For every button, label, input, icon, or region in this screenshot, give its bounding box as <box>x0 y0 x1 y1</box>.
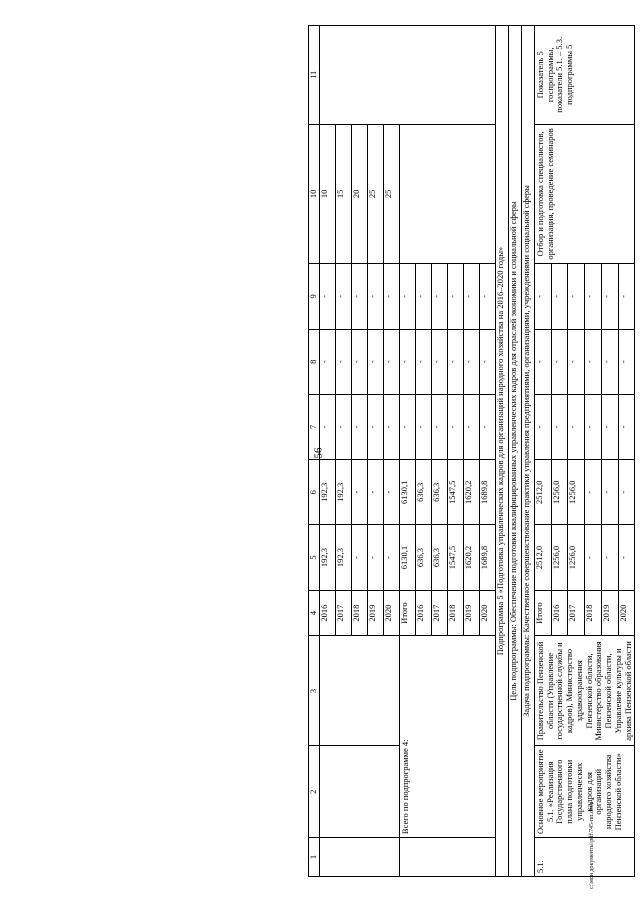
indicator-value-cell: 15 <box>335 124 351 264</box>
indicator-value-cell: 25 <box>383 124 399 264</box>
value-cell: - <box>431 264 447 329</box>
value-cell: - <box>534 394 551 459</box>
program-title-row <box>495 26 508 877</box>
header-cell: 5 <box>309 525 320 590</box>
header-cell: 6 <box>309 460 320 525</box>
value-cell: - <box>447 394 463 459</box>
measure-number: 5.1. <box>534 838 635 877</box>
value-cell: - <box>601 329 618 394</box>
value-cell: 1547,5 <box>447 460 463 525</box>
program-task: Задача подпрограммы: Качественное совершенствование практики управления предприятиями, организациями, учреждениями социальной сферы <box>521 26 534 877</box>
header-cell: 11 <box>309 26 320 125</box>
value-cell: 1256,0 <box>568 460 585 525</box>
header-cell: 3 <box>309 636 320 746</box>
value-cell: - <box>585 460 602 525</box>
value-cell: - <box>447 264 463 329</box>
year-cell: 2018 <box>351 590 367 636</box>
program-title: Подпрограмма 5 «Подготовка управленческих кадров для организаций народного хозяйства на 2016–2020 годы» <box>495 26 508 877</box>
value-cell: - <box>585 264 602 329</box>
value-cell: 636,3 <box>415 525 431 590</box>
header-cell: 4 <box>309 590 320 636</box>
value-cell: - <box>551 329 568 394</box>
measure-executor: Правительство Пензенской области (Управление государственной службы и кадров), Министерство здравоохранения Пензенской области, Министерство образования Пензенской области, Управление культуры и архива Пензенской области <box>534 636 635 746</box>
indicator-value-cell: 25 <box>367 124 383 264</box>
value-cell: 6130,1 <box>399 460 415 525</box>
value-cell: - <box>585 525 602 590</box>
empty-cell <box>319 746 399 838</box>
value-cell: - <box>568 264 585 329</box>
empty-cell <box>399 838 495 877</box>
value-cell: 6130,1 <box>399 525 415 590</box>
value-cell: - <box>463 329 479 394</box>
year-cell: 2016 <box>319 590 335 636</box>
header-cell: 1 <box>309 838 320 877</box>
value-cell: - <box>551 264 568 329</box>
value-cell: 1256,0 <box>551 525 568 590</box>
goal-row <box>508 26 521 877</box>
empty-cell <box>399 124 495 264</box>
value-cell: - <box>568 394 585 459</box>
year-cell: 2017 <box>335 590 351 636</box>
value-cell: 636,3 <box>431 460 447 525</box>
value-cell: - <box>618 460 635 525</box>
value-cell: - <box>479 329 495 394</box>
program-table <box>308 25 635 877</box>
value-cell: 1547,5 <box>447 525 463 590</box>
value-cell: - <box>551 394 568 459</box>
year-cell: 2018 <box>447 590 463 636</box>
value-cell: - <box>351 329 367 394</box>
value-cell: - <box>447 329 463 394</box>
value-cell: - <box>335 264 351 329</box>
value-cell: - <box>415 329 431 394</box>
year-cell: 2020 <box>618 590 635 636</box>
value-cell: 192,3 <box>335 525 351 590</box>
value-cell: 1689,8 <box>479 525 495 590</box>
task-row <box>521 26 534 877</box>
value-cell: - <box>568 329 585 394</box>
year-cell: 2019 <box>367 590 383 636</box>
table-row <box>399 26 415 877</box>
value-cell: - <box>534 264 551 329</box>
value-cell: 2512,0 <box>534 525 551 590</box>
value-cell: - <box>383 460 399 525</box>
header-cell: 7 <box>309 394 320 459</box>
measure-name: Основное мероприятие 5.1. «Реализация Государственного плана подготовки управленческих кадров для организаций народного хозяйства Пензенской области» <box>534 746 635 838</box>
value-cell: - <box>367 264 383 329</box>
value-cell: - <box>415 264 431 329</box>
table-row <box>534 26 551 877</box>
value-cell: - <box>585 329 602 394</box>
value-cell: - <box>351 394 367 459</box>
value-cell: - <box>351 264 367 329</box>
value-cell: - <box>534 329 551 394</box>
year-cell: 2017 <box>568 590 585 636</box>
value-cell: - <box>618 329 635 394</box>
header-cell: 2 <box>309 746 320 838</box>
value-cell: - <box>351 460 367 525</box>
value-cell: 636,3 <box>415 460 431 525</box>
page-number: 56 <box>312 447 325 459</box>
value-cell: - <box>367 394 383 459</box>
value-cell: - <box>383 264 399 329</box>
value-cell: 1620,2 <box>463 525 479 590</box>
value-cell: - <box>399 264 415 329</box>
table-row <box>319 26 335 877</box>
subtotal-label: Всего по подпрограмме 4: <box>399 636 495 838</box>
value-cell: - <box>618 394 635 459</box>
empty-cell <box>319 26 495 125</box>
value-cell: 192,3 <box>319 525 335 590</box>
empty-cell <box>319 636 399 746</box>
value-cell: 2512,0 <box>534 460 551 525</box>
footer-file-path: c:\мои документы\pdf\745-пп.docx <box>589 801 595 889</box>
value-cell: - <box>399 329 415 394</box>
value-cell: - <box>383 525 399 590</box>
measure-indicator-desc: Отбор и подготовка специалистов, организация, проведение семинаров <box>534 124 635 264</box>
value-cell: - <box>335 329 351 394</box>
header-cell: 10 <box>309 124 320 264</box>
value-cell: - <box>431 329 447 394</box>
value-cell: - <box>415 394 431 459</box>
program-goal: Цель подпрограммы: Обеспечение подготовки квалифицированных управленческих кадров для отраслей экономики и социальной сферы <box>508 26 521 877</box>
value-cell: - <box>601 525 618 590</box>
value-cell: 636,3 <box>431 525 447 590</box>
value-cell: - <box>463 264 479 329</box>
value-cell: - <box>399 394 415 459</box>
year-cell: 2020 <box>383 590 399 636</box>
year-cell: Итого <box>534 590 551 636</box>
value-cell: - <box>601 264 618 329</box>
value-cell: - <box>319 394 335 459</box>
value-cell: - <box>431 394 447 459</box>
value-cell: - <box>335 394 351 459</box>
value-cell: - <box>383 329 399 394</box>
year-cell: 2016 <box>551 590 568 636</box>
value-cell: - <box>319 264 335 329</box>
year-cell: Итого <box>399 590 415 636</box>
value-cell: - <box>367 329 383 394</box>
header-cell: 8 <box>309 329 320 394</box>
indicator-value-cell: 20 <box>351 124 367 264</box>
value-cell: - <box>618 525 635 590</box>
value-cell: - <box>319 329 335 394</box>
value-cell: - <box>601 394 618 459</box>
value-cell: - <box>479 394 495 459</box>
value-cell: 1256,0 <box>551 460 568 525</box>
value-cell: 192,3 <box>335 460 351 525</box>
value-cell: 1620,2 <box>463 460 479 525</box>
year-cell: 2019 <box>601 590 618 636</box>
year-cell: 2016 <box>415 590 431 636</box>
empty-cell <box>319 838 399 877</box>
year-cell: 2019 <box>463 590 479 636</box>
year-cell: 2020 <box>479 590 495 636</box>
value-cell: - <box>463 394 479 459</box>
year-cell: 2018 <box>585 590 602 636</box>
value-cell: - <box>618 264 635 329</box>
value-cell: - <box>585 394 602 459</box>
header-cell: 9 <box>309 264 320 329</box>
value-cell: 192,3 <box>319 460 335 525</box>
header-row <box>309 26 320 877</box>
measure-link: Показатель 5 госпрограммы, показатели 5.1. – 5.3. подпрограммы 5 <box>534 26 635 125</box>
value-cell: 1256,0 <box>568 525 585 590</box>
year-cell: 2017 <box>431 590 447 636</box>
value-cell: - <box>351 525 367 590</box>
value-cell: - <box>601 460 618 525</box>
rotated-table-container <box>308 25 640 877</box>
indicator-value-cell: 10 <box>319 124 335 264</box>
value-cell: - <box>383 394 399 459</box>
value-cell: - <box>367 525 383 590</box>
value-cell: 1689,8 <box>479 460 495 525</box>
value-cell: - <box>367 460 383 525</box>
value-cell: - <box>479 264 495 329</box>
